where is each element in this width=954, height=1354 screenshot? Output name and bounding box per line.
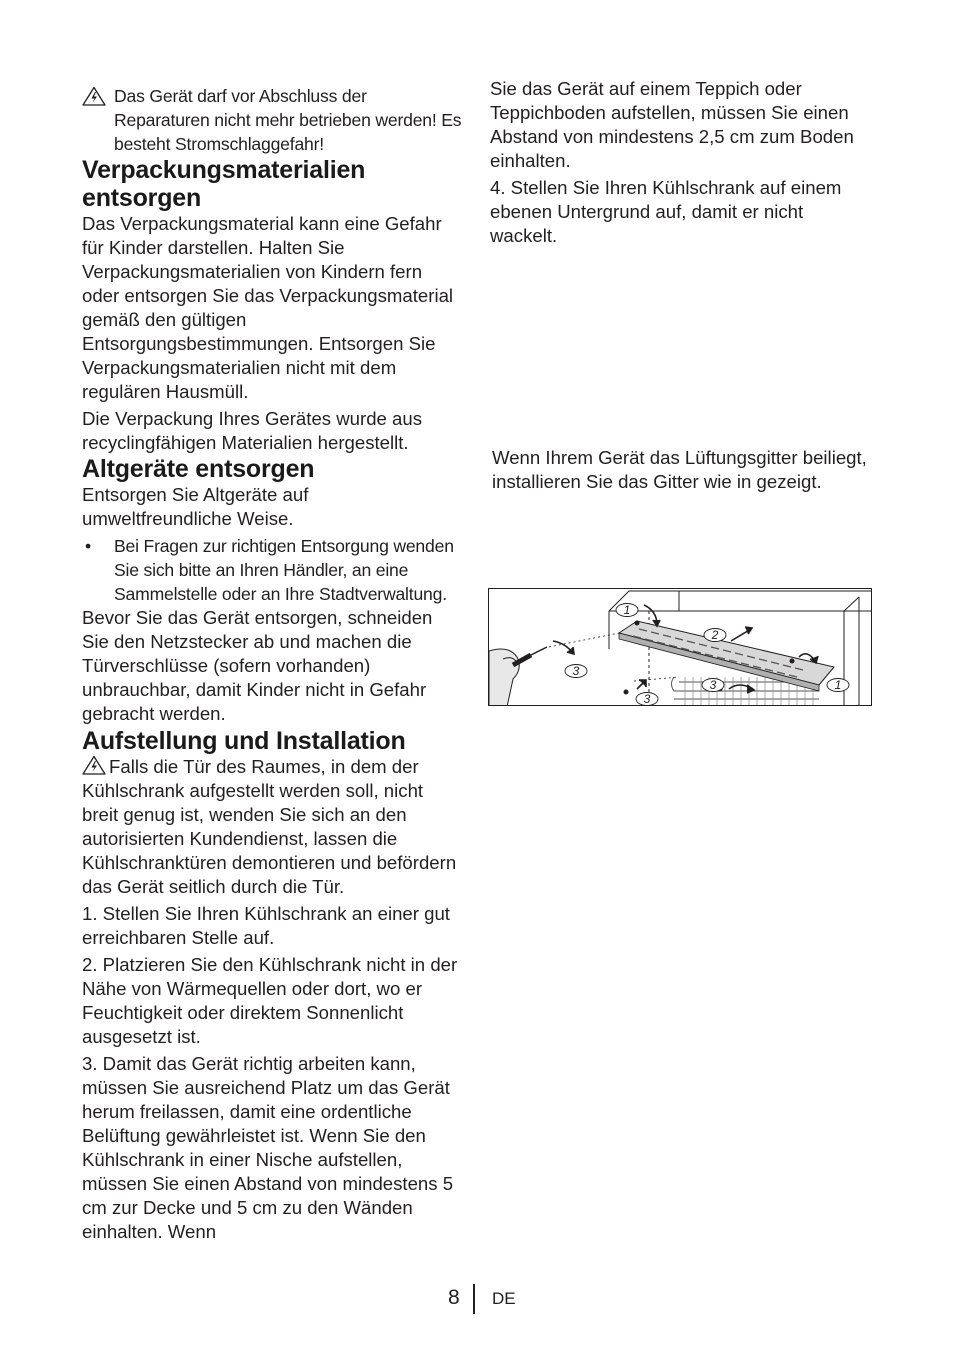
- step-3: 3. Damit das Gerät richtig arbeiten kann, müssen Sie ausreichend Platz um das Gerät herum freilassen, damit eine ordentliche Belüftung gewährleistet ist. Wenn Sie den Kühlschrank in einer Nische aufstellen, müssen Sie einen Abstand von mindestens 5 cm zur Decke und 5 cm zu den Wänden einhalten. Wenn: [82, 1053, 454, 1242]
- footer-divider: [473, 1284, 475, 1314]
- callout-3-left: [565, 664, 587, 678]
- heading-old-appliances: Altgeräte entsorgen: [82, 455, 315, 483]
- step-1: 1. Stellen Sie Ihren Kühlschrank an einer gut erreichbaren Stelle auf.: [82, 903, 450, 948]
- heading-installation: Aufstellung und Installation: [82, 727, 406, 755]
- callout-number: 1: [623, 603, 631, 617]
- warning-door: [82, 755, 462, 899]
- callout-number: 2: [711, 628, 719, 642]
- screwdriver-icon: [513, 647, 547, 665]
- warning-triangle-icon: [82, 755, 106, 775]
- warning-triangle-icon: [82, 86, 106, 106]
- page-number: 8: [448, 1286, 460, 1309]
- ventilation-grille-icon: [619, 621, 834, 691]
- grille-instruction: Wenn Ihrem Gerät das Lüftungsgitter beiliegt, installieren Sie das Gitter wie in gezeigt.: [492, 447, 867, 492]
- warning-repair: [82, 84, 462, 156]
- paragraph-packaging-2: Die Verpackung Ihres Gerätes wurde aus recyclingfähigen Materialien hergestellt.: [82, 408, 423, 453]
- paragraph-packaging-1: Das Verpackungsmaterial kann eine Gefahr für Kinder darstellen. Halten Sie Verpackungsmaterialien von Kindern fern oder entsorgen Sie das Verpackungsmaterial gemäß den gültigen Entsorgungsbestimmungen. Entsorgen Sie Verpackungsmaterialien nicht mit dem regulären Hausmüll.: [82, 213, 454, 402]
- callout-number: 3: [643, 692, 651, 706]
- bullet-text: Bei Fragen zur richtigen Entsorgung wenden Sie sich bitte an Ihren Händler, an eine Sammelstelle oder an Ihre Stadtverwaltung.: [114, 536, 454, 604]
- step-3-continued: Sie das Gerät auf einem Teppich oder Teppichboden aufstellen, müssen Sie einen Abstand von mindestens 2,5 cm zum Boden einhalten.: [490, 78, 854, 171]
- step-4: 4. Stellen Sie Ihren Kühlschrank auf einem ebenen Untergrund auf, damit er nicht wackelt.: [490, 177, 842, 246]
- list-item: [82, 534, 462, 606]
- callout-2: [704, 628, 726, 642]
- callout-number: 3: [572, 664, 580, 678]
- heading-packaging: Verpackungsmaterialien entsorgen: [82, 156, 366, 212]
- right-column: [490, 77, 875, 494]
- left-column: [82, 84, 462, 1244]
- callout-1-right: [827, 678, 849, 692]
- callout-number: 1: [834, 678, 842, 692]
- step-2: 2. Platzieren Sie den Kühlschrank nicht in der Nähe von Wärmequellen oder dort, wo er Feuchtigkeit oder direktem Sonnenlicht ausgesetzt ist.: [82, 954, 458, 1047]
- grille-installation-figure: [488, 588, 872, 706]
- hand-icon: [489, 649, 519, 706]
- callout-number: 3: [709, 678, 717, 692]
- warning-repair-text: Das Gerät darf vor Abschluss der Reparaturen nicht mehr betrieben werden! Es besteht Stromschlaggefahr!: [114, 86, 462, 154]
- paragraph-old-2: Bevor Sie das Gerät entsorgen, schneiden Sie den Netzstecker ab und machen die Türverschlüsse (sofern vorhanden) unbrauchbar, damit Kinder nicht in Gefahr gebracht werden.: [82, 607, 433, 724]
- warning-door-text: Falls die Tür des Raumes, in dem der Kühlschrank aufgestellt werden soll, nicht breit genug ist, wenden Sie sich an den autorisierten Kundendienst, lassen die Kühlschranktüren demontieren und befördern das Gerät seitlich durch die Tür.: [82, 756, 457, 897]
- language-code: DE: [492, 1289, 516, 1308]
- page-footer: [0, 1284, 954, 1314]
- callout-1-top: [616, 603, 638, 617]
- bullet-dot: •: [85, 536, 91, 556]
- callout-3-center: [702, 678, 724, 692]
- callout-3-bottom: [636, 692, 658, 706]
- paragraph-old-1: Entsorgen Sie Altgeräte auf umweltfreundliche Weise.: [82, 484, 309, 529]
